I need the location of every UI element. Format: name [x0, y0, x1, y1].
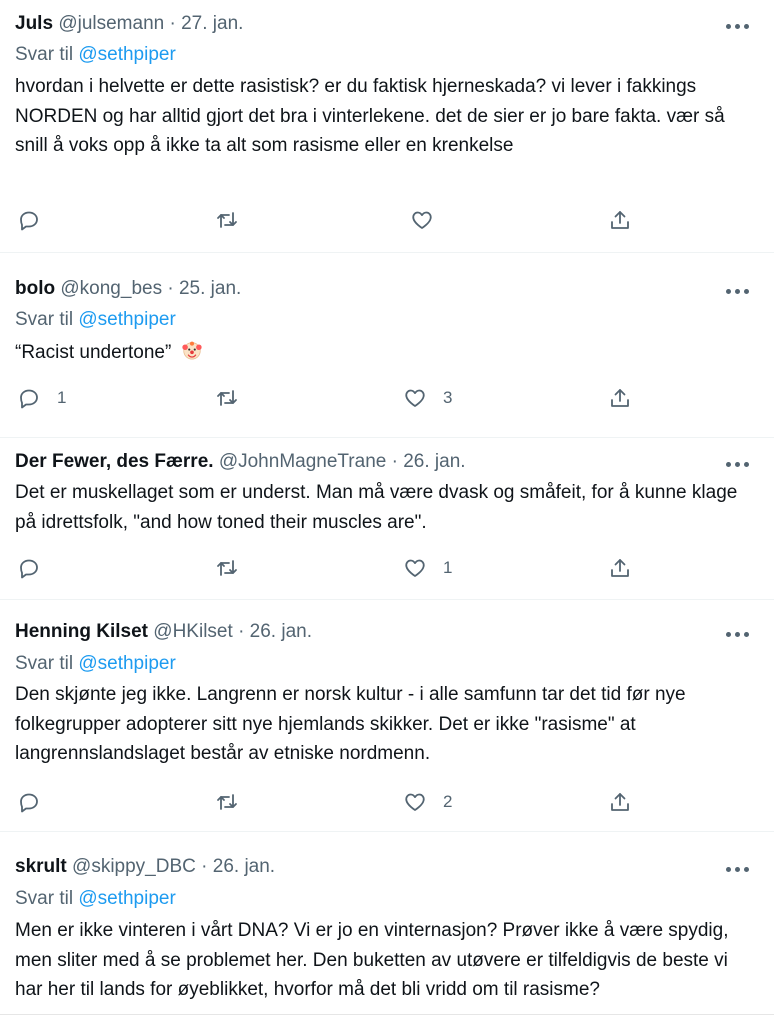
- tweet-date[interactable]: 27. jan.: [181, 13, 244, 34]
- tweet-actions: [0, 205, 774, 235]
- viewport-edge: [0, 1014, 774, 1024]
- like-button[interactable]: [403, 553, 452, 583]
- more-icon[interactable]: [722, 281, 752, 301]
- retweet-button[interactable]: [215, 205, 261, 235]
- tweet-header: [15, 450, 466, 474]
- retweet-button[interactable]: [215, 787, 261, 817]
- tweet-header: [15, 277, 241, 301]
- tweet-text-container: [15, 338, 760, 368]
- retweet-icon: [215, 386, 239, 410]
- tweet-header: [15, 620, 312, 644]
- reply-context: [15, 652, 176, 676]
- heart-icon: [403, 790, 427, 814]
- heart-icon: [403, 386, 427, 410]
- reply-button[interactable]: [17, 205, 63, 235]
- tweet-date[interactable]: 26. jan.: [212, 856, 276, 877]
- like-count: 1: [443, 558, 453, 577]
- separator: ·: [238, 621, 245, 642]
- separator: ·: [169, 13, 176, 34]
- share-button[interactable]: [608, 383, 632, 413]
- retweet-icon: [215, 790, 239, 814]
- share-icon: [608, 386, 632, 410]
- tweet-text: Det er muskellaget som er underst. Man må være dvask og småfeit, for å kunne klage på idrettsfolk, "and how toned their muscles are".: [15, 482, 738, 533]
- more-icon[interactable]: [722, 624, 752, 644]
- author-name[interactable]: Der Fewer, des Færre.: [15, 451, 214, 472]
- tweet[interactable]: [0, 438, 774, 600]
- more-icon[interactable]: [722, 859, 752, 879]
- reply-button[interactable]: [17, 787, 63, 817]
- like-button[interactable]: [403, 383, 452, 413]
- author-name[interactable]: bolo: [15, 278, 56, 299]
- author-handle[interactable]: @kong_bes: [60, 278, 163, 299]
- separator: ·: [391, 451, 398, 472]
- tweet[interactable]: [0, 0, 774, 253]
- tweet-actions: [0, 787, 774, 817]
- reply-mention[interactable]: @sethpiper: [78, 44, 176, 65]
- reply-icon: [17, 556, 41, 580]
- author-name[interactable]: Henning Kilset: [15, 621, 149, 642]
- reply-button[interactable]: [17, 383, 66, 413]
- like-button[interactable]: [403, 787, 452, 817]
- reply-context: [15, 887, 176, 911]
- author-handle[interactable]: @HKilset: [153, 621, 233, 642]
- tweet-header: [15, 12, 243, 36]
- reply-mention[interactable]: @sethpiper: [78, 309, 176, 330]
- reply-prefix: Svar til: [15, 44, 74, 65]
- reply-mention[interactable]: @sethpiper: [78, 653, 176, 674]
- retweet-button[interactable]: [215, 383, 261, 413]
- reply-prefix: Svar til: [15, 309, 74, 330]
- share-icon: [608, 556, 632, 580]
- author-handle[interactable]: @skippy_DBC: [72, 856, 196, 877]
- separator: ·: [201, 856, 208, 877]
- author-handle[interactable]: @julsemann: [58, 13, 165, 34]
- reply-mention[interactable]: @sethpiper: [78, 888, 176, 909]
- reply-icon: [17, 386, 41, 410]
- retweet-icon: [215, 556, 239, 580]
- heart-icon: [410, 208, 434, 232]
- reply-count: 1: [57, 388, 67, 407]
- like-count: 3: [443, 388, 453, 407]
- reply-button[interactable]: [17, 553, 63, 583]
- share-button[interactable]: [608, 205, 632, 235]
- tweet-date[interactable]: 26. jan.: [403, 451, 466, 472]
- tweet[interactable]: [0, 832, 774, 1024]
- author-handle[interactable]: @JohnMagneTrane: [218, 451, 387, 472]
- tweet-text: hvordan i helvette er dette rasistisk? er du faktisk hjerneskada? vi lever i fakkings NORDEN og har alltid gjort det bra i vinterlekene. det de sier er jo bare fakta. vær så snill å voks opp å ikke ta alt som rasisme eller en krenkelse: [15, 76, 725, 156]
- author-name[interactable]: Juls: [15, 13, 54, 34]
- tweet[interactable]: [0, 253, 774, 438]
- retweet-icon: [215, 208, 239, 232]
- tweet-text: “Racist undertone”: [15, 342, 172, 363]
- tweet-header: [15, 855, 275, 879]
- more-icon[interactable]: [722, 454, 752, 474]
- share-icon: [608, 790, 632, 814]
- reply-prefix: Svar til: [15, 888, 74, 909]
- tweet-actions: [0, 383, 774, 413]
- tweet-actions: [0, 553, 774, 583]
- like-count: 2: [443, 792, 453, 811]
- more-icon[interactable]: [722, 16, 752, 36]
- clown-face-emoji: [181, 339, 203, 361]
- tweet-date[interactable]: 26. jan.: [249, 621, 312, 642]
- share-button[interactable]: [608, 553, 632, 583]
- separator: ·: [167, 278, 174, 299]
- tweet[interactable]: [0, 600, 774, 832]
- heart-icon: [403, 556, 427, 580]
- reply-icon: [17, 208, 41, 232]
- reply-prefix: Svar til: [15, 653, 74, 674]
- tweet-date[interactable]: 25. jan.: [178, 278, 242, 299]
- reply-context: [15, 43, 176, 67]
- reply-icon: [17, 790, 41, 814]
- tweet-text: Den skjønte jeg ikke. Langrenn er norsk kultur - i alle samfunn tar det tid før nye folkegrupper adopterer sitt nye hjemlands skikker. Det er ikke "rasisme" at langrennslandslaget består av etniske nordmenn.: [15, 684, 686, 764]
- like-button[interactable]: [410, 205, 456, 235]
- share-icon: [608, 208, 632, 232]
- retweet-button[interactable]: [215, 553, 261, 583]
- share-button[interactable]: [608, 787, 632, 817]
- reply-context: [15, 308, 176, 332]
- tweet-text: Men er ikke vinteren i vårt DNA? Vi er jo en vinternasjon? Prøver ikke å være spydig, men sliter med å se problemet her. Den buketten av utøvere er tilfeldigvis de beste vi har her til lands for øyeblikket, hvorfor må det bli vridd om til rasisme?: [15, 920, 729, 1000]
- author-name[interactable]: skrult: [15, 856, 67, 877]
